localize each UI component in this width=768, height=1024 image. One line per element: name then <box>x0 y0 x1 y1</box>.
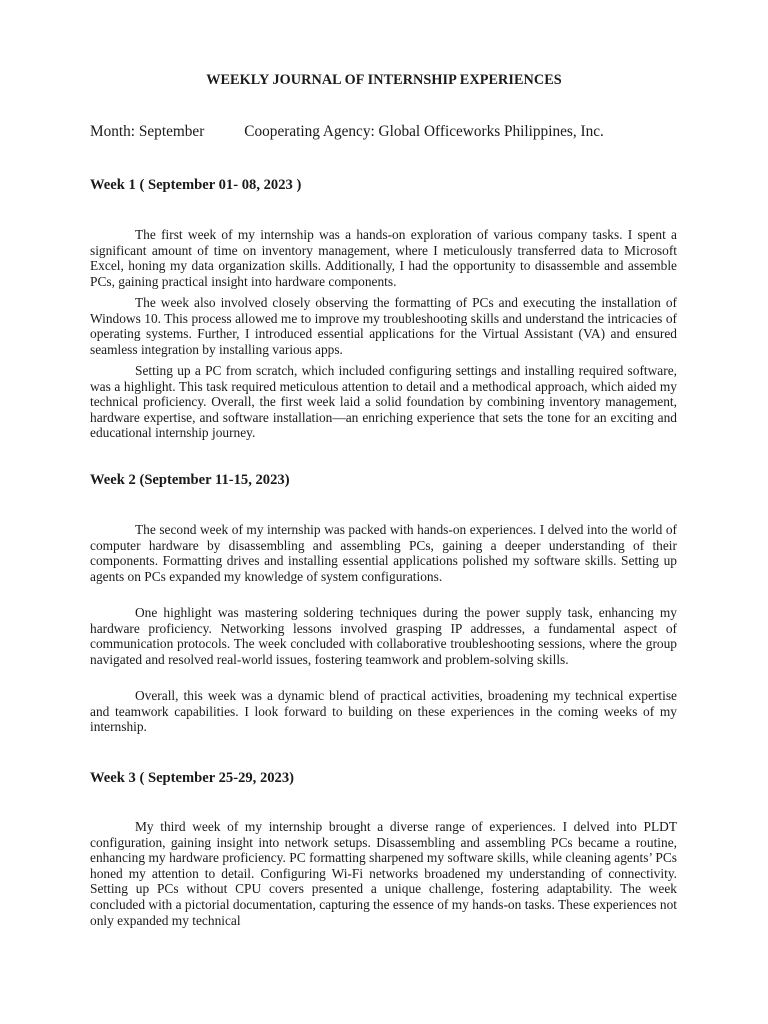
week-3-paragraph-1: My third week of my internship brought a diverse range of experiences. I delved into PLDT configuration, gaining insight into network setups. Disassembling and assembling PCs became a routine, enhancing my hardware proficiency. PC formatting sharpened my software skills, while cleaning agents’ PCs honed my attention to detail. Configuring Wi-Fi networks broadened my understanding of connectivity. Setting up PCs without CPU covers presented a unique challenge, fostering adaptability. The week concluded with a pictorial documentation, capturing the essence of my hands-on tasks. These experiences not only expanded my technical <box>90 819 677 928</box>
week-2-paragraph-2: One highlight was mastering soldering techniques during the power supply task, enhancing my hardware proficiency. Networking lessons involved grasping IP addresses, a fundamental aspect of communication protocols. The week concluded with collaborative troubleshooting sessions, where the group navigated and resolved real-world issues, fostering teamwork and problem-solving skills. <box>90 605 677 667</box>
week-1-paragraph-2: The week also involved closely observing the formatting of PCs and executing the installation of Windows 10. This process allowed me to improve my troubleshooting skills and understand the intricacies of operating systems. Further, I introduced essential applications for the Virtual Assistant (VA) and ensured seamless integration by installing various apps. <box>90 295 677 357</box>
month-label: Month: September <box>90 123 205 140</box>
week-1-paragraph-1: The first week of my internship was a hands-on exploration of various company tasks. I spent a significant amount of time on inventory management, where I meticulously transferred data to Microsoft Excel, honing my data organization skills. Additionally, I had the opportunity to disassemble and assemble PCs, gaining practical insight into hardware components. <box>90 227 677 289</box>
document-meta <box>90 123 604 141</box>
document-title: WEEKLY JOURNAL OF INTERNSHIP EXPERIENCES <box>206 72 562 88</box>
agency-label: Cooperating Agency: Global Officeworks Philippines, Inc. <box>244 123 604 140</box>
week-2-paragraph-3: Overall, this week was a dynamic blend of practical activities, broadening my technical expertise and teamwork capabilities. I look forward to building on these experiences in the coming weeks of my internship. <box>90 688 677 735</box>
week-3-heading: Week 3 ( September 25-29, 2023) <box>90 770 295 786</box>
week-1-heading: Week 1 ( September 01- 08, 2023 ) <box>90 177 302 193</box>
week-2-heading: Week 2 (September 11-15, 2023) <box>90 472 290 488</box>
week-1-paragraph-3: Setting up a PC from scratch, which included configuring settings and installing required software, was a highlight. This task required meticulous attention to detail and a methodical approach, which aided my technical proficiency. Overall, the first week laid a solid foundation by combining inventory management, hardware expertise, and software installation—an enriching experience that sets the tone for an exciting and educational internship journey. <box>90 363 677 441</box>
week-2-paragraph-1: The second week of my internship was packed with hands-on experiences. I delved into the world of computer hardware by disassembling and assembling PCs, gaining a deeper understanding of their components. Formatting drives and installing essential applications polished my software skills. Setting up agents on PCs expanded my knowledge of system configurations. <box>90 522 677 584</box>
